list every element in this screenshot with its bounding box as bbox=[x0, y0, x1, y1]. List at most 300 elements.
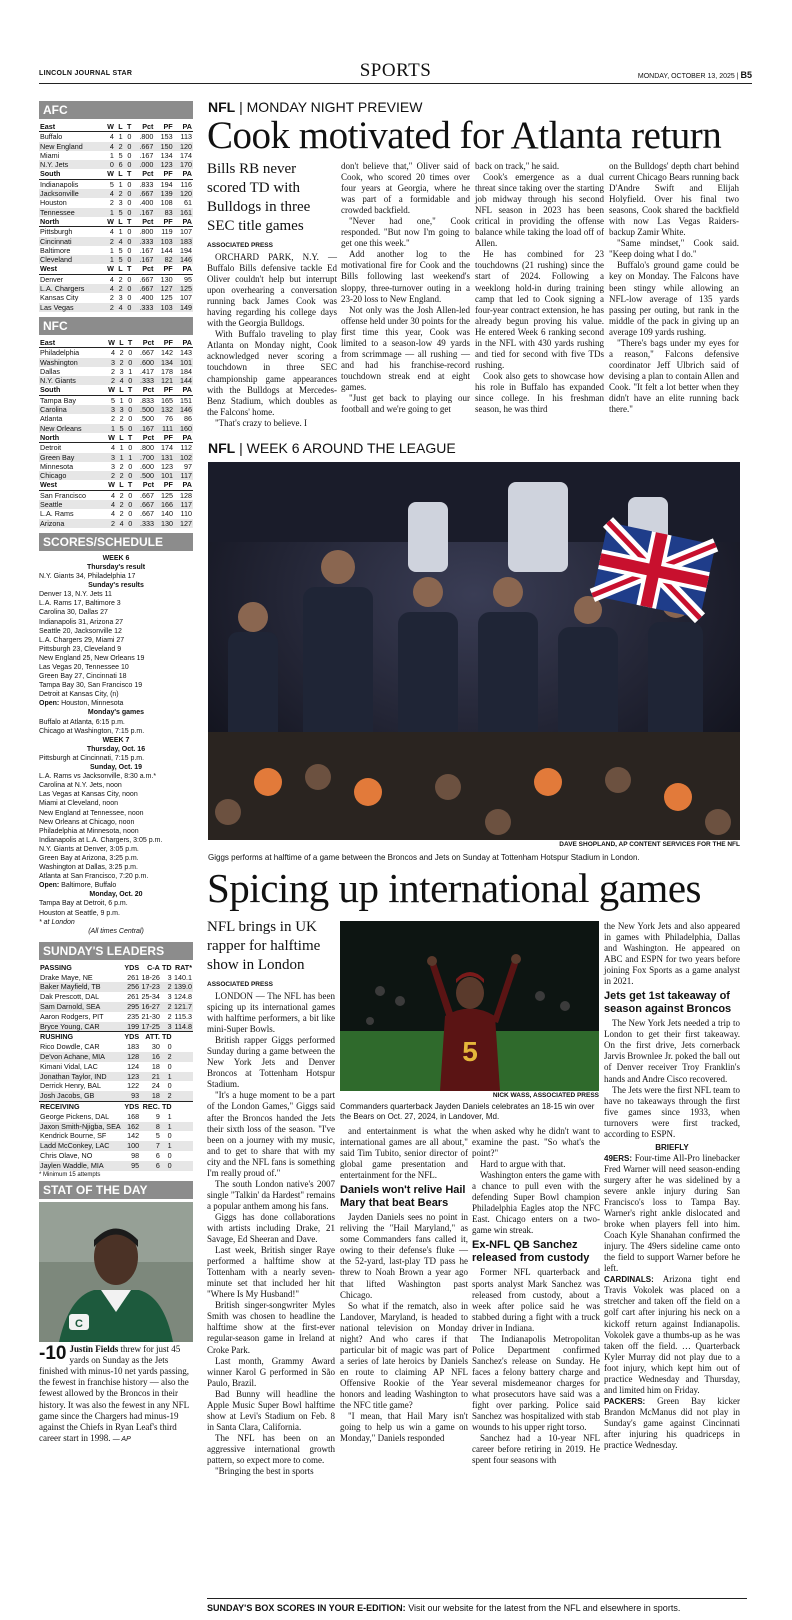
team-stat: .800 bbox=[139, 132, 154, 142]
column-header: PF bbox=[154, 217, 173, 227]
story2-byline: ASSOCIATED PRESS bbox=[207, 981, 273, 988]
team-row bbox=[39, 189, 193, 198]
story1-dek: Bills RB never scored TD with Bulldogs in three SEC title games bbox=[207, 161, 311, 234]
team-stat: 1 bbox=[118, 227, 123, 237]
story1-paragraph: back on track," he said. bbox=[475, 161, 560, 171]
schedule-line: Buffalo at Atlanta, 6:15 p.m. bbox=[39, 718, 125, 726]
team-stat: 0 bbox=[127, 245, 132, 255]
team-row bbox=[39, 132, 193, 142]
team-stat: 112 bbox=[180, 443, 192, 453]
story1-paragraph: Cook's emergence as a dual threat since taking over the starting job midway through his second NFL season in 2023 has been critical in providing the offense balance while taking the load off of Allen. bbox=[475, 172, 604, 249]
team-name: New England bbox=[39, 142, 103, 151]
team-row bbox=[39, 208, 193, 217]
player-name: Jonathan Taylor, IND bbox=[39, 1072, 123, 1082]
team-stat: 170 bbox=[174, 160, 193, 169]
player-stat: 0 bbox=[161, 1161, 173, 1171]
column-header: Pct bbox=[133, 480, 155, 490]
photo2-caption: Commanders quarterback Jayden Daniels celebrates an 18-15 win over the Bears on Oct. 27, 2024, in Landover, Md. bbox=[340, 1102, 595, 1121]
team-stat: 2 bbox=[104, 519, 116, 528]
team-stat: 194 bbox=[160, 179, 173, 189]
story2-col4b-text bbox=[604, 1018, 740, 1140]
leaders-column-header: TD bbox=[162, 962, 172, 972]
team-row bbox=[39, 376, 193, 385]
story1-paragraph: With Buffalo traveling to play Atlanta on Monday night, Cook acknowledged never scoring a touchdown in three SEC championship game appearances with the Bulldogs at Mercedes-Benz Stadium, which doubles as the Falcons' home. bbox=[207, 329, 337, 417]
team-stat: 0 bbox=[127, 198, 132, 208]
leaders-header: SUNDAY'S LEADERS bbox=[39, 942, 193, 960]
schedule-line: Pittsburgh at Cincinnati, 7:15 p.m. bbox=[39, 754, 145, 762]
leaders-column-header: RUSHING bbox=[39, 1032, 123, 1042]
schedule-line: Las Vegas at Kansas City, noon bbox=[39, 791, 138, 799]
team-name: Kansas City bbox=[40, 293, 79, 303]
player-stat: 295 bbox=[123, 1002, 140, 1012]
leader-row bbox=[39, 1052, 193, 1062]
column-header: PF bbox=[154, 122, 173, 132]
team-stat: 3 bbox=[104, 453, 116, 462]
team-stat: .667 bbox=[132, 284, 154, 293]
leaders-spacer bbox=[173, 1122, 193, 1132]
column-header: PA bbox=[174, 433, 193, 443]
team-stat: 2 bbox=[119, 348, 124, 358]
team-stat: 150 bbox=[154, 142, 173, 151]
team-stat: 4 bbox=[103, 284, 115, 293]
team-name: San Francisco bbox=[40, 490, 86, 500]
team-stat: .333 bbox=[133, 376, 155, 385]
team-stat: 3 bbox=[104, 405, 116, 414]
team-name: N.Y. Jets bbox=[39, 160, 103, 169]
column-header: PA bbox=[174, 169, 193, 179]
team-stat: .667 bbox=[132, 142, 154, 151]
paper-name: LINCOLN JOURNAL STAR bbox=[39, 70, 133, 77]
schedule-line: Pittsburgh 23, Cleveland 9 bbox=[39, 645, 122, 653]
photo-credit: DAVE SHOPLAND, AP CONTENT SERVICES FOR THE NFL bbox=[559, 841, 740, 848]
column-header: L bbox=[116, 433, 125, 443]
team-stat: 0 bbox=[127, 179, 132, 189]
team-stat: 2 bbox=[109, 293, 114, 303]
team-stat: 120 bbox=[174, 189, 193, 198]
player-name: Jaxon Smith-Njigba, SEA bbox=[39, 1122, 123, 1132]
team-stat: .667 bbox=[133, 500, 155, 509]
team-stat: 0 bbox=[103, 160, 115, 169]
leaders-spacer bbox=[173, 1141, 193, 1151]
team-stat: .667 bbox=[139, 274, 154, 284]
story1-paragraph: "That's crazy to believe. I bbox=[215, 417, 308, 428]
story2-col1 bbox=[207, 918, 335, 1477]
team-row bbox=[39, 395, 193, 405]
team-stat: 121 bbox=[155, 376, 174, 385]
team-row bbox=[39, 293, 193, 302]
svg-text:5: 5 bbox=[462, 1036, 478, 1067]
team-row bbox=[39, 453, 193, 462]
story2-paragraph: The Jets were the first NFL team to have no takeaways through the first five games since 1933, when turnovers were first tracked, according to ESPN. bbox=[604, 1084, 740, 1139]
team-stat: 127 bbox=[154, 284, 173, 293]
player-stat: 142 bbox=[127, 1131, 140, 1141]
schedule-line: (All times Central) bbox=[88, 927, 144, 935]
team-stat: 132 bbox=[155, 405, 174, 414]
team-stat: 4 bbox=[109, 132, 114, 142]
brief-packers-lead: PACKERS: bbox=[604, 1396, 646, 1406]
team-name: L.A. Chargers bbox=[39, 284, 103, 293]
team-stat: 0 bbox=[124, 189, 133, 198]
story1-col2-text bbox=[341, 161, 470, 415]
team-stat: 113 bbox=[180, 132, 192, 142]
team-name: N.Y. Giants bbox=[39, 376, 104, 385]
story2-paragraph: Last week, British singer Raye performed a halftime show at Tottenham with a nearly seven-minute set that included her hit "Where Is My Husband!" bbox=[207, 1245, 335, 1300]
sidebar bbox=[39, 101, 193, 1445]
team-stat: .167 bbox=[132, 255, 154, 264]
brief-cardinals-lead: CARDINALS: bbox=[604, 1275, 654, 1285]
team-stat: .833 bbox=[139, 179, 154, 189]
division-header-row bbox=[39, 433, 193, 443]
team-stat: 0 bbox=[125, 376, 134, 385]
column-header: Pct bbox=[132, 264, 154, 274]
team-stat: .400 bbox=[139, 198, 154, 208]
team-stat: 86 bbox=[184, 414, 192, 424]
team-stat: .167 bbox=[139, 245, 154, 255]
leader-row bbox=[39, 1161, 193, 1171]
player-stat: 3 bbox=[161, 1022, 173, 1032]
team-stat: 119 bbox=[161, 227, 173, 237]
column-header: Pct bbox=[133, 385, 155, 395]
team-stat: 101 bbox=[174, 358, 193, 367]
story2-paragraph: The New York Jets needed a trip to London to get their first takeaway. On the first drive, Jets cornerback Jarvis Brownlee Jr. poked the ball out of Denver receiver Troy Franklin's hands and Andre Cisco recovered. bbox=[604, 1018, 740, 1084]
team-stat: 184 bbox=[180, 366, 192, 376]
player-stat: 162 bbox=[123, 1122, 140, 1132]
team-stat: 140 bbox=[160, 509, 173, 519]
leaders-spacer bbox=[173, 1032, 193, 1042]
schedule-line: Sunday's results bbox=[88, 582, 144, 590]
leaders-spacer bbox=[173, 1081, 193, 1091]
team-row bbox=[39, 358, 193, 367]
team-stat: 0 bbox=[128, 443, 133, 453]
column-header: T bbox=[124, 169, 133, 179]
team-stat: 1 bbox=[119, 443, 124, 453]
division-name: East bbox=[39, 122, 103, 132]
team-stat: 4 bbox=[109, 227, 114, 237]
leader-row bbox=[39, 1112, 193, 1122]
leaders-column-header: PASSING bbox=[40, 962, 72, 972]
leaders-spacer bbox=[173, 1072, 193, 1082]
team-name: Tampa Bay bbox=[40, 395, 76, 405]
team-stat: 3 bbox=[116, 405, 125, 414]
leaders-column-header: RECEIVING bbox=[39, 1101, 123, 1111]
team-stat: 0 bbox=[124, 237, 133, 246]
player-stat: 114.8 bbox=[174, 1021, 192, 1031]
leaders-column-header: TD bbox=[162, 1032, 172, 1042]
team-stat: 103 bbox=[154, 303, 173, 312]
column-header: Pct bbox=[132, 217, 154, 227]
team-stat: 123 bbox=[160, 461, 173, 471]
player-stat: 0 bbox=[167, 1081, 172, 1091]
team-stat: 125 bbox=[160, 293, 173, 303]
team-stat: 0 bbox=[125, 500, 134, 509]
division-header-row bbox=[39, 122, 193, 132]
player-name: Drake Maye, NE bbox=[40, 972, 93, 982]
team-stat: 146 bbox=[174, 255, 193, 264]
team-stat: 3 bbox=[119, 366, 124, 376]
team-stat: 4 bbox=[109, 274, 114, 284]
team-stat: 4 bbox=[103, 189, 115, 198]
player-stat: 6 bbox=[155, 1150, 160, 1160]
team-row bbox=[39, 151, 193, 160]
team-stat: .167 bbox=[139, 150, 154, 160]
leader-row bbox=[39, 1122, 193, 1132]
story2-col3b-text bbox=[472, 1267, 600, 1466]
team-stat: 4 bbox=[110, 443, 115, 453]
team-name: Buffalo bbox=[40, 132, 63, 142]
column-header: W bbox=[103, 122, 115, 132]
player-stat: 25-34 bbox=[141, 992, 160, 1002]
team-stat: 4 bbox=[110, 509, 115, 519]
player-stat: 0 bbox=[167, 1131, 172, 1141]
column-header: PA bbox=[174, 338, 193, 348]
column-header: T bbox=[125, 338, 134, 348]
team-stat: 120 bbox=[174, 142, 193, 151]
team-stat: 2 bbox=[110, 366, 115, 376]
team-row bbox=[39, 509, 193, 518]
team-stat: 82 bbox=[154, 255, 173, 264]
team-stat: 2 bbox=[116, 500, 125, 509]
column-header: L bbox=[116, 338, 125, 348]
leaders-header-row bbox=[39, 1032, 193, 1042]
player-name: Ladd McConkey, LAC bbox=[39, 1141, 123, 1151]
subhead-jets: Jets get 1st takeaway of season against Broncos bbox=[604, 990, 732, 1016]
schedule-line: L.A. Rams 17, Baltimore 3 bbox=[39, 600, 121, 608]
player-stat: 124.8 bbox=[174, 992, 192, 1002]
team-stat: .333 bbox=[133, 519, 155, 528]
brief-49ers bbox=[604, 1153, 740, 1275]
schedule-line: Green Bay 27, Cincinnati 18 bbox=[39, 673, 127, 681]
player-illustration bbox=[39, 1202, 193, 1342]
division-header-row bbox=[39, 480, 193, 490]
team-row bbox=[39, 160, 193, 169]
column-header: L bbox=[116, 385, 125, 395]
leaders-table bbox=[39, 963, 193, 1171]
schedule-line: Seattle 20, Jacksonville 12 bbox=[39, 627, 122, 635]
schedule-line: New England 25, New Orleans 19 bbox=[39, 654, 145, 662]
leader-row bbox=[39, 1022, 193, 1032]
leaders-spacer bbox=[173, 1052, 193, 1062]
player-stat: 0 bbox=[167, 1061, 172, 1071]
team-stat: 2 bbox=[104, 471, 116, 480]
team-name: Pittsburgh bbox=[40, 227, 73, 237]
schedule-line: Tampa Bay at Detroit, 6 p.m. bbox=[39, 900, 128, 908]
team-row bbox=[39, 255, 193, 264]
schedule-line: N.Y. Giants at Denver, 3:05 p.m. bbox=[39, 845, 139, 853]
player-stat: 256 bbox=[123, 982, 140, 992]
team-stat: 110 bbox=[180, 509, 192, 519]
leaders-column-header: YDS bbox=[124, 962, 140, 972]
column-header: PF bbox=[154, 264, 173, 274]
schedule-line: Sunday, Oct. 19 bbox=[90, 764, 142, 772]
leaders-spacer bbox=[173, 1101, 193, 1111]
team-stat: 5 bbox=[116, 424, 125, 433]
schedule-list bbox=[39, 554, 193, 936]
team-stat: .167 bbox=[133, 424, 155, 433]
story2-paragraph: The Indianapolis Metropolitan Police Department confirmed Sanchez's release on Sunday. He faces a felony battery charge and several misdemeanor charges for what prosecutors have said was a fight over parking. Police said Sanchez was hospitalized with stab wounds to his upper right torso. bbox=[472, 1333, 600, 1433]
column-header: W bbox=[103, 264, 115, 274]
team-stat: 4 bbox=[116, 519, 125, 528]
player-stat: 9 bbox=[155, 1111, 160, 1121]
team-stat: 146 bbox=[174, 405, 193, 414]
team-row bbox=[39, 284, 193, 293]
player-stat: 235 bbox=[127, 1011, 140, 1021]
player-stat: 6 bbox=[140, 1161, 161, 1171]
team-stat: 4 bbox=[110, 348, 115, 358]
team-stat: 0 bbox=[127, 274, 132, 284]
team-stat: 161 bbox=[174, 208, 193, 217]
story2-paragraph: "It's a huge moment to be a part of the London Games," Giggs said after the Broncos handed the Jets their sixth loss of the season. "I've been on a journey with my music, and to get to share that with my city and the NFL fans is something I'm really proud of." bbox=[207, 1090, 335, 1178]
story2-paragraph: Former NFL quarterback and sports analyst Mark Sanchez was released from custody, about a week after police said he was stabbed during a fight with a truck driver in Indiana. bbox=[472, 1267, 600, 1333]
team-stat: 3 bbox=[110, 461, 115, 471]
story2-paragraph: when asked why he didn't want to examine the past. "So what's the point?" bbox=[472, 1126, 600, 1159]
schedule-line: Open: Houston, Minnesota bbox=[39, 700, 124, 708]
team-name: Seattle bbox=[39, 500, 104, 509]
team-stat: 2 bbox=[115, 142, 124, 151]
team-stat: 183 bbox=[174, 237, 193, 246]
player-name: Kimani Vidal, LAC bbox=[40, 1061, 98, 1071]
team-stat: .833 bbox=[139, 395, 154, 405]
team-stat: 4 bbox=[104, 500, 116, 509]
afc-standings-table bbox=[39, 122, 193, 312]
player-stat: 16 bbox=[140, 1052, 161, 1062]
player-stat: 261 bbox=[127, 992, 140, 1002]
column-header: Pct bbox=[132, 122, 154, 132]
team-stat: .667 bbox=[139, 348, 154, 358]
leader-row bbox=[39, 1081, 193, 1091]
column-header: PF bbox=[155, 480, 174, 490]
column-header: PA bbox=[174, 217, 193, 227]
team-stat: 174 bbox=[160, 443, 173, 453]
team-stat: 0 bbox=[128, 395, 133, 405]
svg-text:C: C bbox=[75, 1317, 83, 1330]
concert-illustration bbox=[208, 462, 740, 840]
schedule-line: Thursday's result bbox=[86, 563, 146, 571]
team-stat: 3 bbox=[118, 198, 123, 208]
story2-col3-text bbox=[472, 1126, 600, 1236]
team-stat: .600 bbox=[139, 461, 154, 471]
player-stat: 121.7 bbox=[174, 1002, 192, 1011]
team-stat: 0 bbox=[124, 160, 133, 169]
leaders-spacer bbox=[173, 1062, 193, 1072]
team-stat: 2 bbox=[110, 414, 115, 424]
player-stat: 124 bbox=[127, 1061, 140, 1071]
story2-paragraph: British singer-songwriter Myles Smith was chosen to headline the halftime show at the first-ever regular-season game in Ireland at Croke Park. bbox=[207, 1300, 335, 1355]
team-stat: .400 bbox=[139, 293, 154, 303]
team-stat: .500 bbox=[139, 414, 154, 424]
team-stat: 166 bbox=[155, 500, 174, 509]
team-name: Atlanta bbox=[40, 414, 63, 424]
team-stat: 0 bbox=[125, 405, 134, 414]
player-stat: 1 bbox=[161, 1141, 173, 1151]
schedule-line: Thursday, Oct. 16 bbox=[86, 745, 146, 753]
schedule-line: Las Vegas 20, Tennessee 10 bbox=[39, 664, 129, 671]
photo2-credit: NICK WASS, ASSOCIATED PRESS bbox=[492, 1092, 599, 1099]
division-header-row bbox=[39, 385, 193, 395]
team-stat: 0 bbox=[128, 509, 133, 519]
leader-row bbox=[39, 1131, 193, 1141]
schedule-line: New Orleans at Chicago, noon bbox=[39, 818, 135, 826]
team-stat: 151 bbox=[180, 395, 192, 405]
schedule-line: Chicago at Washington, 7:15 p.m. bbox=[39, 727, 145, 735]
team-stat: 4 bbox=[103, 142, 115, 151]
leaders-column-header: REC. bbox=[140, 1101, 161, 1111]
team-stat: 4 bbox=[110, 490, 115, 500]
brief-cardinals-text: Arizona tight end Travis Vokolek was placed on a stretcher and taken off the field on a golf cart after injuring his neck on a kickoff return against Indianapolis. Vokolek gave a thumbs-up as he was taken off the field. … Quarterback Kyler Murray did not play due to a foot injury, which kept him out of practice Wednesday and Thursday, and limited him on Friday. bbox=[604, 1274, 740, 1395]
player-stat: 100 bbox=[123, 1141, 140, 1151]
story2-col4 bbox=[604, 921, 740, 1451]
team-row bbox=[39, 367, 193, 376]
player-stat: 17-23 bbox=[141, 982, 160, 992]
page-number: B5 bbox=[740, 70, 752, 80]
team-stat: .000 bbox=[132, 160, 154, 169]
team-stat: .800 bbox=[139, 443, 154, 453]
column-header: Pct bbox=[133, 433, 155, 443]
division-name: West bbox=[39, 264, 103, 274]
leaders-column-header: C-A bbox=[147, 962, 160, 972]
team-stat: 3 bbox=[118, 293, 123, 303]
column-header: T bbox=[125, 385, 134, 395]
story1-byline: ASSOCIATED PRESS bbox=[207, 242, 273, 249]
date: MONDAY, OCTOBER 13, 2025 bbox=[637, 73, 735, 80]
team-stat: 1 bbox=[109, 245, 114, 255]
brief-49ers-text: Four-time All-Pro linebacker Fred Warner will need season-ending surgery after he was sidelined by a severe ankle injury during San Francisco's loss to Tampa Bay. Warner's right ankle dislocated and broke when players fell into him. Coach Kyle Shanahan confirmed the injury. The 49ers sideline came onto the field to support Warner before he left. bbox=[604, 1152, 740, 1274]
team-stat: 2 bbox=[103, 237, 115, 246]
photo-caption: Giggs performs at halftime of a game between the Broncos and Jets on Sunday at Tottenham Hotspur Stadium in London. bbox=[208, 853, 640, 862]
stat-number: -10 bbox=[39, 1342, 67, 1364]
team-stat: 2 bbox=[119, 490, 124, 500]
schedule-line: Indianapolis at L.A. Chargers, 3:05 p.m. bbox=[39, 836, 163, 844]
schedule-line: L.A. Rams vs Jacksonville, 8:30 a.m.* bbox=[39, 773, 157, 781]
player-stat: 128 bbox=[123, 1052, 140, 1062]
column-header: W bbox=[103, 169, 115, 179]
team-stat: 4 bbox=[116, 376, 125, 385]
column-header: PF bbox=[155, 433, 174, 443]
player-stat: 1 bbox=[167, 1111, 172, 1121]
story1-paragraph: Buffalo's ground game could be key on Monday. The Falcons have been stingy while allowing an NFL-low average of 135 yards passing per outing, but rank in the middle of the pack in giving up an average 109 yards rushing. bbox=[609, 260, 739, 337]
story2-headline: Spicing up international games bbox=[207, 865, 701, 911]
division-header-row bbox=[39, 217, 193, 227]
leaders-note: * Minimum 15 attempts bbox=[39, 1171, 101, 1178]
schedule-line: Denver 13, N.Y. Jets 11 bbox=[39, 591, 112, 599]
story2-paragraph: "I mean, that Hail Mary isn't going to help us win a game on Monday," Daniels responded bbox=[340, 1411, 468, 1444]
player-stat: 98 bbox=[131, 1150, 140, 1160]
column-header: T bbox=[124, 122, 133, 132]
subhead-hail-mary: Daniels won't relive Hail Mary that beat Bears bbox=[340, 1184, 466, 1210]
team-name: Miami bbox=[40, 150, 60, 160]
team-row bbox=[39, 227, 193, 237]
team-stat: 142 bbox=[160, 348, 173, 358]
column-header: T bbox=[125, 433, 134, 443]
schedule-open-label: Open: bbox=[39, 882, 60, 890]
story1-kicker-label bbox=[208, 99, 422, 115]
schedule-line: Indianapolis 31, Arizona 27 bbox=[39, 618, 124, 626]
team-stat: 0 bbox=[125, 424, 134, 433]
division-name: North bbox=[39, 217, 103, 227]
player-stat: 115.3 bbox=[174, 1011, 192, 1021]
column-header: PF bbox=[154, 169, 173, 179]
player-stat: 7 bbox=[140, 1141, 161, 1151]
team-stat: 5 bbox=[118, 150, 123, 160]
team-row bbox=[39, 237, 193, 246]
leaders-header-row bbox=[39, 963, 193, 973]
team-stat: 194 bbox=[180, 245, 192, 255]
column-header: L bbox=[116, 480, 125, 490]
player-stat: 199 bbox=[123, 1022, 140, 1032]
player-stat: 168 bbox=[127, 1111, 140, 1121]
team-stat: 0 bbox=[128, 490, 133, 500]
team-stat: 131 bbox=[155, 453, 174, 462]
story2-col1-text bbox=[207, 991, 335, 1477]
